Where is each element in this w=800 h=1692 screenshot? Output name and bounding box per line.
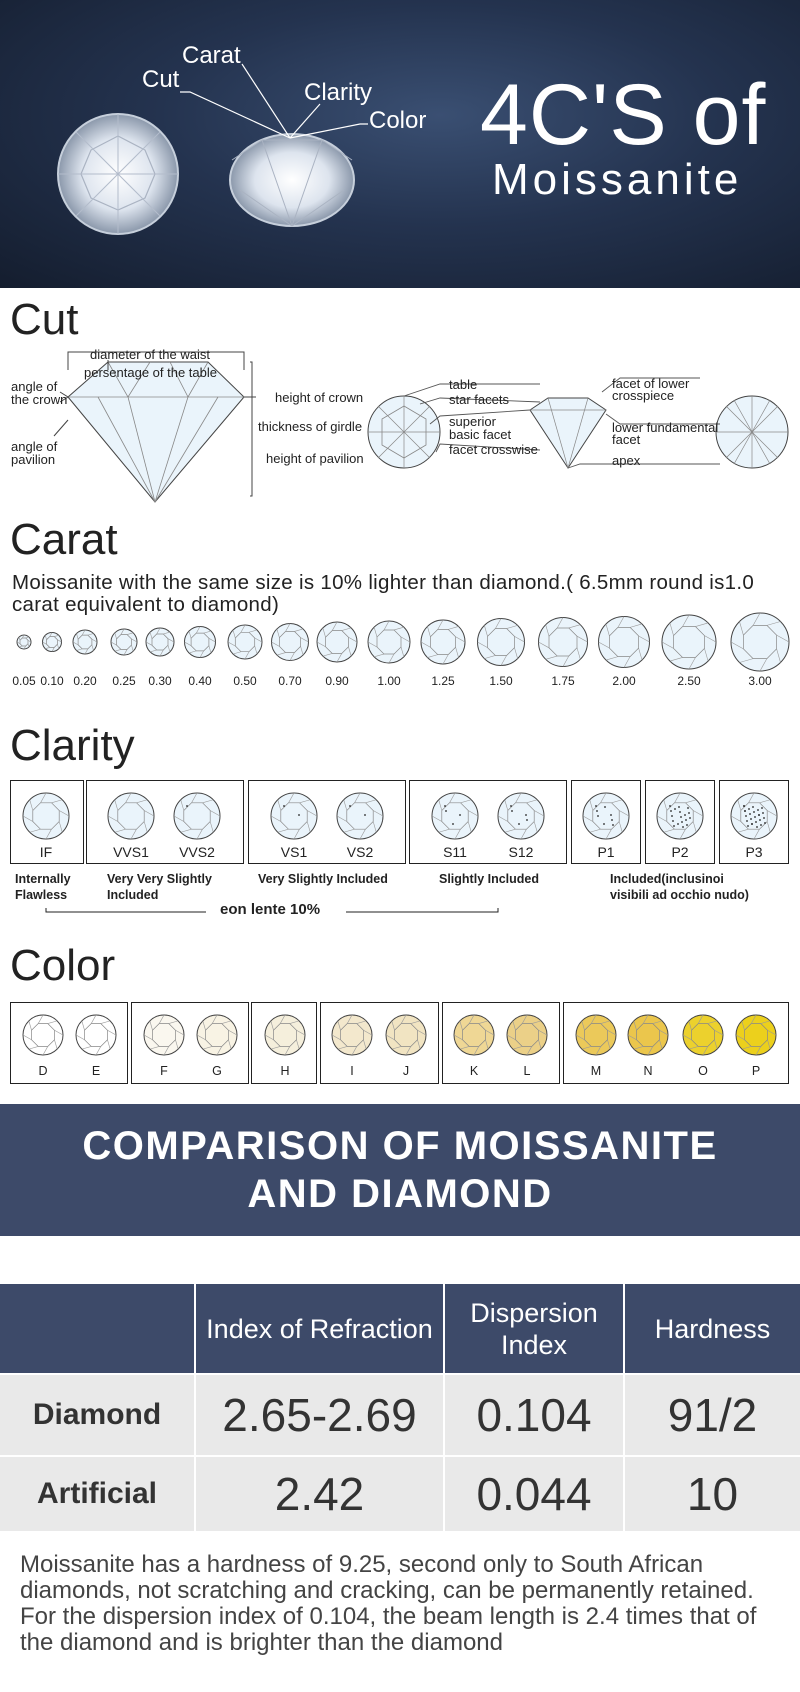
inclusion-dot	[674, 808, 676, 810]
inclusion-dot	[757, 809, 759, 811]
inclusion-dot	[686, 824, 688, 826]
color-grade-label: K	[469, 1064, 479, 1078]
carat-description: Moissanite with the same size is 10% lighter than diamond.( 6.5mm round is1.0 carat equivalent to diamond)	[12, 571, 755, 616]
cut-profile-diagram	[68, 362, 244, 502]
diamond-side-view	[230, 134, 354, 226]
table-header-refraction: Index of Refraction	[195, 1284, 444, 1374]
color-gem	[683, 1015, 723, 1055]
clarity-caption: Slightly Included	[439, 872, 540, 886]
inclusion-dot	[511, 810, 513, 812]
inclusion-dot	[445, 810, 447, 812]
inclusion-dot	[756, 826, 758, 828]
clarity-caption: visibili ad occhio nudo)	[610, 888, 749, 902]
clarity-caption: Flawless	[15, 888, 68, 902]
row-name: Artificial	[0, 1456, 195, 1531]
carat-circle	[662, 615, 716, 669]
carat-circle	[228, 625, 262, 659]
clarity-gem	[498, 793, 544, 839]
refraction-value: 2.42	[195, 1456, 444, 1531]
clarity-grade-label: P3	[745, 844, 763, 860]
inclusion-dot	[597, 815, 599, 817]
clarity-gem	[108, 793, 154, 839]
hero-title: 4C'S of	[480, 67, 767, 163]
inclusion-dot	[748, 808, 750, 810]
comparison-title-line1: COMPARISON OF MOISSANITE	[82, 1124, 718, 1168]
inclusion-dot	[680, 816, 682, 818]
table-row	[0, 1374, 800, 1456]
inclusion-dot	[682, 826, 684, 828]
carat-circle	[478, 619, 525, 666]
hero-banner	[0, 0, 800, 288]
clarity-gem	[731, 793, 777, 839]
color-gem	[76, 1015, 116, 1055]
carat-section-title: Carat	[10, 515, 118, 564]
inclusion-dot	[349, 805, 351, 807]
clarity-gem	[23, 793, 69, 839]
hero-label-carat: Carat	[182, 42, 241, 69]
label-lower-fundamental-2: facet	[612, 432, 641, 447]
inclusion-dot	[604, 806, 606, 808]
label-facet-lower-1: facet of lower	[612, 376, 690, 391]
label-diameter-waist: diameter of the waist	[90, 347, 210, 362]
clarity-lens-note: eon lente 10%	[220, 901, 321, 918]
inclusion-dot	[750, 818, 752, 820]
carat-size-label: 0.25	[112, 674, 136, 688]
color-grade-label: L	[523, 1064, 531, 1078]
inclusion-dot	[753, 811, 755, 813]
clarity-grade-label: P2	[671, 844, 689, 860]
carat-circle	[185, 627, 216, 658]
color-gem	[197, 1015, 237, 1055]
inclusion-dot	[679, 811, 681, 813]
inclusion-dot	[596, 810, 598, 812]
inclusion-dot	[689, 817, 691, 819]
inclusion-dot	[758, 814, 760, 816]
inclusion-dot	[762, 812, 764, 814]
carat-size-label: 0.70	[278, 674, 302, 688]
inclusion-dot	[685, 819, 687, 821]
color-grade-label: N	[643, 1064, 653, 1078]
inclusion-dot	[681, 821, 683, 823]
inclusion-dot	[452, 823, 454, 825]
clarity-gem	[432, 793, 478, 839]
carat-size-label: 2.50	[677, 674, 701, 688]
carat-size-label: 2.00	[612, 674, 636, 688]
inclusion-dot	[688, 812, 690, 814]
color-section-title: Color	[10, 941, 116, 990]
carat-size-label: 0.40	[188, 674, 212, 688]
hero-subtitle: Moissanite	[492, 155, 743, 204]
inclusion-dot	[743, 805, 745, 807]
clarity-grade-label: S11	[443, 844, 467, 860]
inclusion-dot	[669, 805, 671, 807]
carat-size-label: 1.75	[551, 674, 575, 688]
inclusion-dot	[677, 823, 679, 825]
carat-size-label: 1.50	[489, 674, 513, 688]
inclusion-dot	[759, 819, 761, 821]
inclusion-dot	[763, 817, 765, 819]
color-gem	[23, 1015, 63, 1055]
color-gem	[576, 1015, 616, 1055]
inclusion-dot	[444, 805, 446, 807]
comparison-table	[0, 1284, 800, 1531]
color-grade-label: H	[280, 1064, 290, 1078]
inclusion-dot	[283, 805, 285, 807]
color-gem	[144, 1015, 184, 1055]
clarity-gem	[271, 793, 317, 839]
color-grade-label: P	[751, 1064, 761, 1078]
inclusion-dot	[526, 819, 528, 821]
carat-circle	[599, 617, 650, 668]
carat-circle	[317, 622, 357, 662]
color-gem	[386, 1015, 426, 1055]
carat-size-label: 3.00	[748, 674, 772, 688]
color-grade-label: E	[91, 1064, 101, 1078]
inclusion-dot	[670, 810, 672, 812]
label-table: table	[449, 377, 478, 392]
inclusion-dot	[746, 820, 748, 822]
carat-circle	[146, 628, 174, 656]
inclusion-dot	[364, 814, 366, 816]
inclusion-dot	[745, 815, 747, 817]
table-header-empty	[0, 1284, 195, 1374]
color-gems	[0, 1010, 800, 1060]
label-angle-crown-1: angle of	[11, 379, 58, 394]
refraction-value: 2.65-2.69	[195, 1374, 444, 1456]
inclusion-dot	[747, 825, 749, 827]
label-star-facets: star facets	[449, 392, 509, 407]
label-angle-crown-2: the crown	[11, 392, 68, 407]
color-grade-label: G	[212, 1064, 222, 1078]
color-gem	[332, 1015, 372, 1055]
cut-top-view	[368, 396, 440, 468]
inclusion-dot	[603, 823, 605, 825]
carat-circle	[17, 635, 31, 649]
inclusion-dot	[459, 814, 461, 816]
clarity-grade-label: VS1	[280, 844, 308, 860]
clarity-grade-label: S12	[508, 844, 534, 860]
clarity-section-title: Clarity	[10, 721, 135, 770]
inclusion-dot	[518, 823, 520, 825]
comparison-banner	[0, 1104, 800, 1236]
color-grade-label: I	[350, 1064, 354, 1078]
color-grade-label: D	[38, 1064, 48, 1078]
row-name: Diamond	[0, 1374, 195, 1456]
color-grade-label: F	[160, 1064, 168, 1078]
inclusion-dot	[761, 807, 763, 809]
inclusion-dot	[673, 825, 675, 827]
hero-label-clarity: Clarity	[304, 79, 373, 106]
clarity-grade-label: VS2	[346, 844, 374, 860]
clarity-caption: Internally	[15, 872, 71, 886]
clarity-grade-label: VVS2	[179, 844, 215, 860]
carat-circle	[43, 633, 62, 652]
carat-circle	[272, 624, 309, 661]
carat-size-label: 1.25	[431, 674, 455, 688]
label-angle-pavilion-2: pavilion	[11, 452, 56, 467]
hardness-value: 91/2	[624, 1374, 800, 1456]
carat-size-label: 0.90	[325, 674, 349, 688]
label-height-crown: height of crown	[275, 390, 364, 405]
label-apex: apex	[612, 453, 641, 468]
color-gem	[736, 1015, 776, 1055]
carat-circle	[111, 629, 137, 655]
carat-circle	[421, 620, 465, 664]
carat-circle	[731, 613, 789, 671]
color-grade-label: O	[698, 1064, 708, 1078]
hero-label-cut: Cut	[142, 66, 180, 93]
clarity-gems	[0, 788, 800, 848]
inclusion-dot	[525, 814, 527, 816]
clarity-grade-label: VVS1	[113, 844, 149, 860]
label-facet-lower-2: crosspiece	[612, 388, 675, 403]
inclusion-dot	[510, 805, 512, 807]
clarity-gem	[657, 793, 703, 839]
carat-size-circles	[0, 610, 800, 672]
color-gem	[628, 1015, 668, 1055]
inclusion-dot	[298, 814, 300, 816]
dispersion-value: 0.104	[444, 1374, 624, 1456]
carat-size-label: 0.10	[40, 674, 64, 688]
hardness-value: 10	[624, 1456, 800, 1531]
inclusion-dot	[684, 814, 686, 816]
clarity-gem	[174, 793, 220, 839]
comparison-title-line2: AND DIAMOND	[247, 1172, 553, 1216]
inclusion-dot	[751, 823, 753, 825]
dispersion-value: 0.044	[444, 1456, 624, 1531]
carat-size-label: 0.50	[233, 674, 257, 688]
inclusion-dot	[672, 820, 674, 822]
cut-middle-profile	[530, 398, 606, 468]
table-header-row	[0, 1284, 800, 1374]
carat-circle	[539, 618, 588, 667]
clarity-grade-label: IF	[39, 844, 53, 860]
cut-section-title: Cut	[10, 295, 79, 344]
inclusion-dot	[755, 821, 757, 823]
carat-size-label: 1.00	[377, 674, 401, 688]
inclusion-dot	[671, 815, 673, 817]
clarity-caption: Very Slightly Included	[258, 872, 388, 886]
carat-circle	[73, 630, 97, 654]
inclusion-dot	[678, 806, 680, 808]
table-header-hardness: Hardness	[624, 1284, 800, 1374]
inclusion-dot	[752, 806, 754, 808]
label-superior-2: basic facet	[449, 427, 512, 442]
clarity-gem	[583, 793, 629, 839]
inclusion-dot	[764, 822, 766, 824]
color-grade-label: M	[590, 1064, 602, 1078]
inclusion-dot	[186, 805, 188, 807]
inclusion-dot	[754, 816, 756, 818]
carat-size-label: 0.05	[12, 674, 36, 688]
label-superior-1: superior	[449, 414, 496, 429]
clarity-caption: Included(inclusinoi	[610, 872, 724, 886]
clarity-caption: Very Very Slightly	[107, 872, 212, 886]
label-angle-pavilion-1: angle of	[11, 439, 58, 454]
inclusion-dot	[687, 807, 689, 809]
round-diamond-top-view	[58, 114, 178, 234]
table-row	[0, 1456, 800, 1531]
carat-size-label: 0.30	[148, 674, 172, 688]
clarity-gem	[337, 793, 383, 839]
footer-description: Moissanite has a hardness of 9.25, second only to South African diamonds, not scratching and cracking, can be permanently retained. For the dispersion index of 0.104, the beam length is 2.4 times that of the diamond and is brighter than the diamond	[20, 1551, 757, 1656]
inclusion-dot	[612, 824, 614, 826]
carat-size-label: 0.20	[73, 674, 97, 688]
label-height-pavilion: height of pavilion	[266, 451, 364, 466]
label-thickness-girdle: thickness of girdle	[258, 419, 363, 434]
clarity-lens-bracket	[0, 900, 800, 920]
carat-circle	[368, 621, 410, 663]
color-grade-label: J	[402, 1064, 410, 1078]
cut-bottom-view	[716, 396, 788, 468]
inclusion-dot	[611, 819, 613, 821]
color-gem	[507, 1015, 547, 1055]
clarity-caption: Included	[107, 888, 159, 902]
inclusion-dot	[744, 810, 746, 812]
color-gem	[265, 1015, 305, 1055]
color-gem	[454, 1015, 494, 1055]
clarity-grade-label: P1	[597, 844, 615, 860]
table-header-dispersion: Dispersion Index	[444, 1284, 624, 1374]
inclusion-dot	[610, 814, 612, 816]
inclusion-dot	[760, 824, 762, 826]
label-facet-crosswise: facet crosswise	[449, 442, 538, 457]
inclusion-dot	[749, 813, 751, 815]
hero-label-color: Color	[369, 107, 427, 134]
label-percentage-table: persentage of the table	[84, 365, 217, 380]
label-lower-fundamental-1: lower fundamental	[612, 420, 719, 435]
inclusion-dot	[595, 805, 597, 807]
